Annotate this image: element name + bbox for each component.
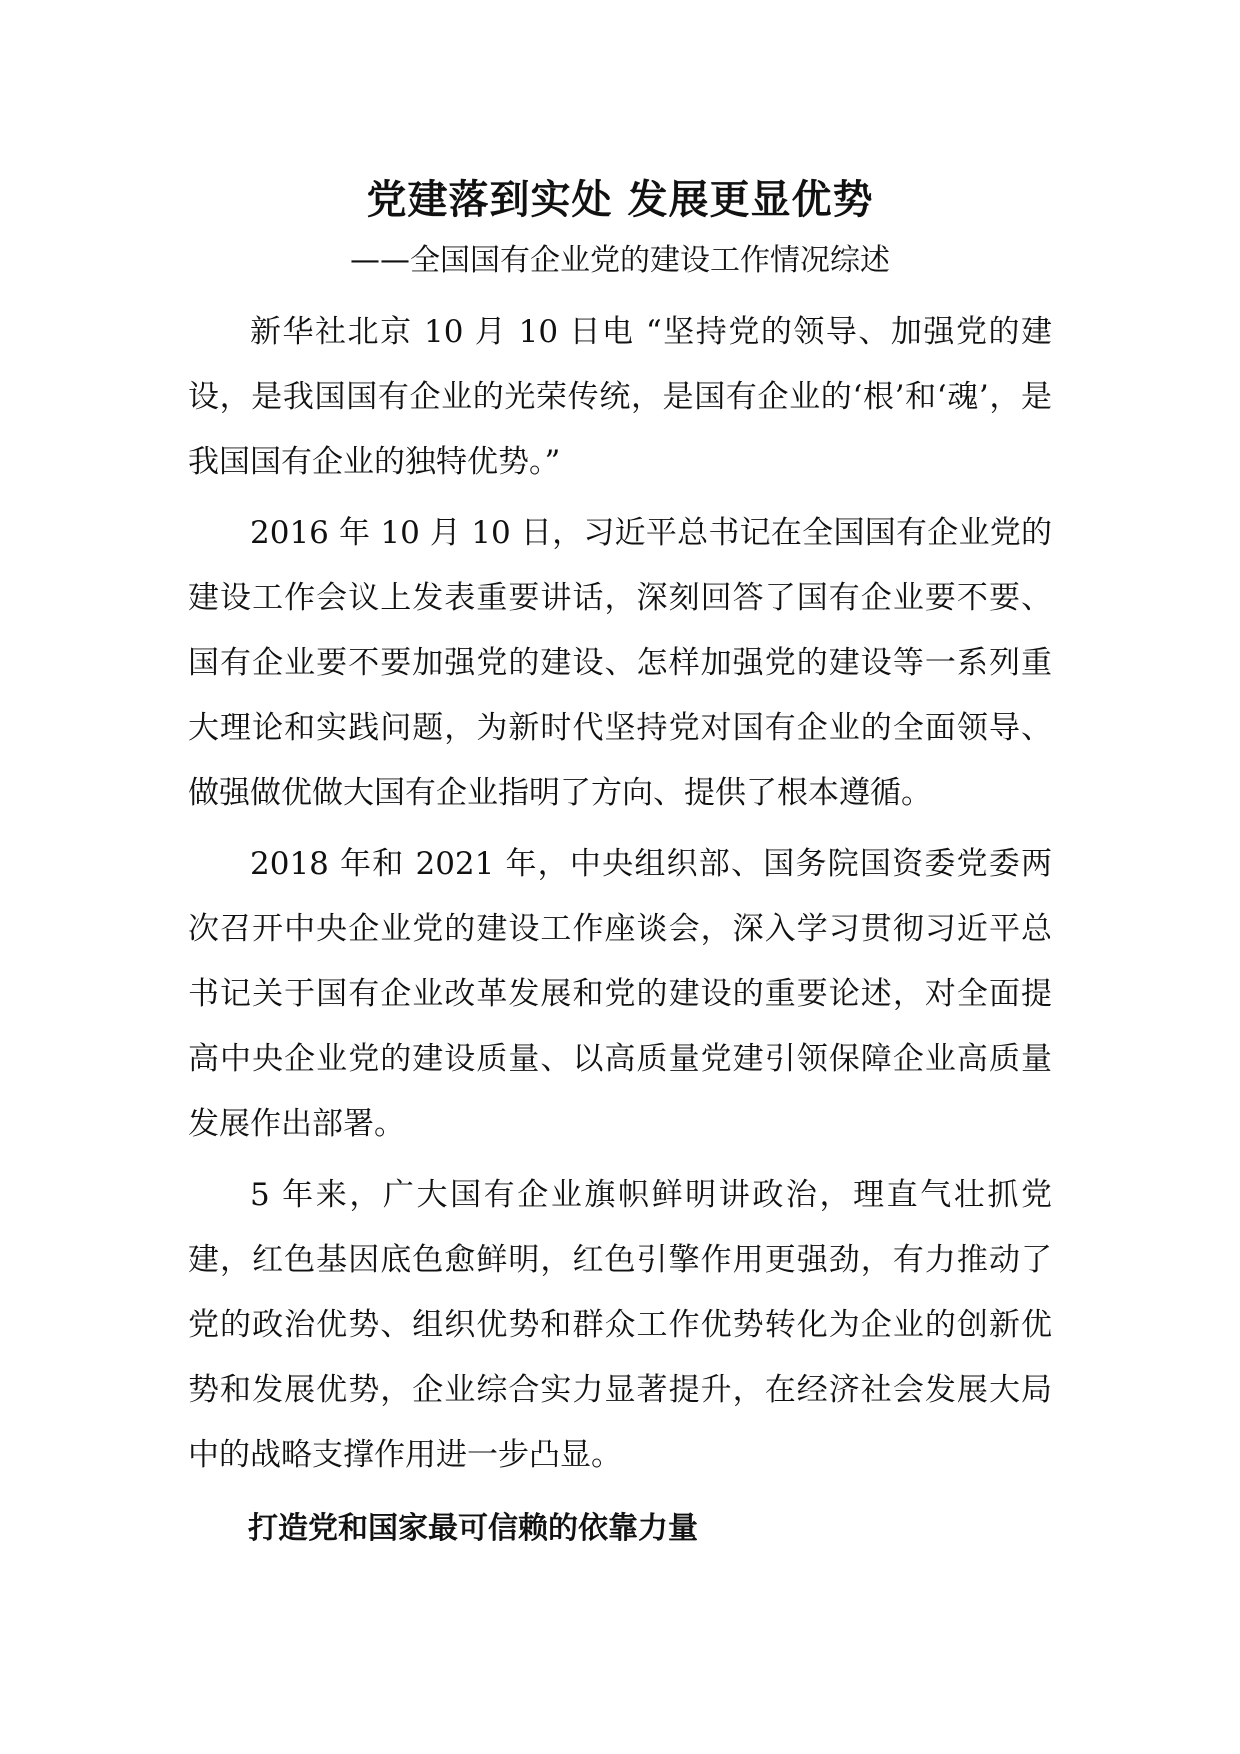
article-subtitle: ——全国国有企业党的建设工作情况综述 (350, 243, 890, 278)
paragraph-4: 5 年来，广大国有企业旗帜鲜明讲政治，理直气壮抓党建，红色基因底色愈鲜明，红色引擎作用更强劲，有力推动了党的政治优势、组织优势和群众工作优势转化为企业的创新优势和发展优势，企业综合实力显著提升，在经济社会发展大局中的战略支撑作用进一步凸显。 (188, 1177, 1052, 1473)
article-body (188, 300, 1052, 1564)
paragraph-1: 新华社北京 10 月 10 日电 “坚持党的领导、加强党的建设，是我国国有企业的光荣传统，是国有企业的‘根’和‘魂’，是我国国有企业的独特优势。” (188, 314, 1052, 480)
paragraph-3: 2018 年和 2021 年，中央组织部、国务院国资委党委两次召开中央企业党的建设工作座谈会，深入学习贯彻习近平总书记关于国有企业改革发展和党的建设的重要论述，对全面提高中央企业党的建设质量、以高质量党建引领保障企业高质量发展作出部署。 (188, 846, 1052, 1142)
section-heading: 打造党和国家最可信赖的依靠力量 (248, 1511, 698, 1546)
article-title: 党建落到实处 发展更显优势 (366, 177, 874, 223)
paragraph-2: 2016 年 10 月 10 日，习近平总书记在全国国有企业党的建设工作会议上发表重要讲话，深刻回答了国有企业要不要、国有企业要不要加强党的建设、怎样加强党的建设等一系列重大理论和实践问题，为新时代坚持党对国有企业的全面领导、做强做优做大国有企业指明了方向、提供了根本遵循。 (188, 515, 1052, 811)
